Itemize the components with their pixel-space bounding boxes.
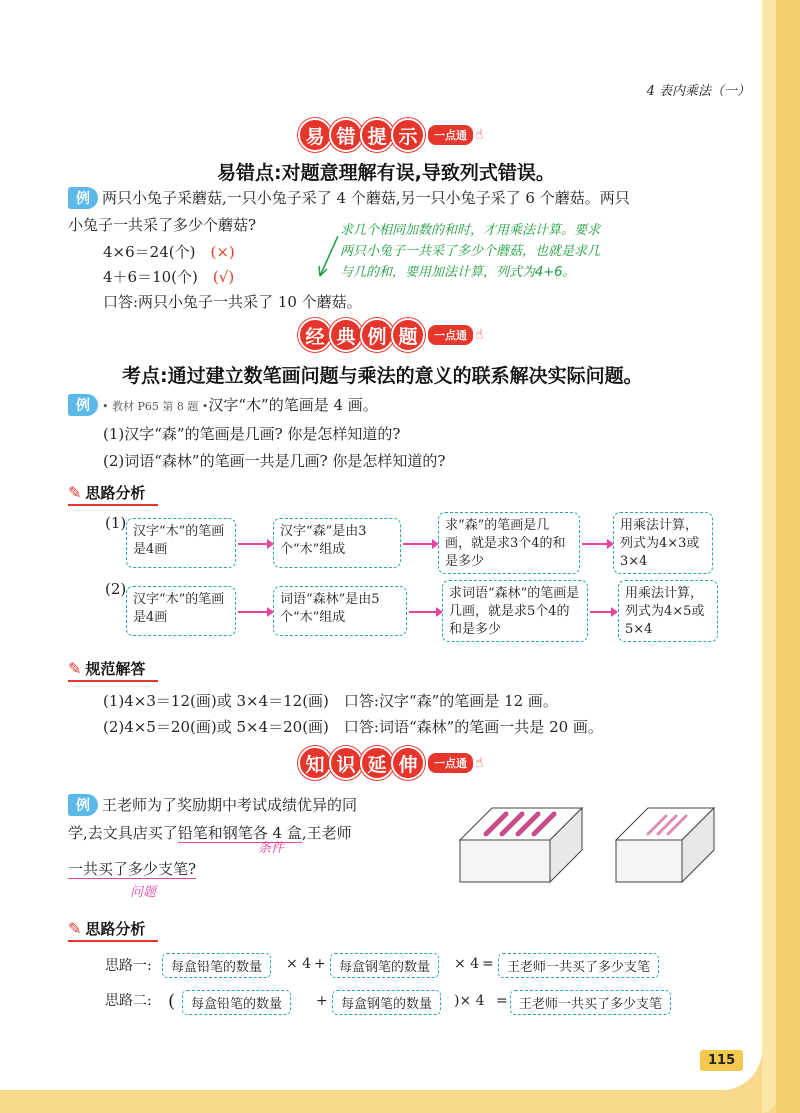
section-analysis-2: ✎ 思路分析 (68, 918, 145, 939)
idea1-pen-box: 每盒钢笔的数量 (330, 953, 439, 978)
pencil-icon: ✎ (68, 659, 82, 678)
banner-char: 经 (298, 318, 332, 352)
solution-2: (2)4×5＝20(画)或 5×4＝20(画) 口答:词语“森林”的笔画一共是 20 画。 (103, 718, 603, 736)
arrow-icon (238, 543, 268, 545)
banner-char: 伸 (391, 746, 425, 780)
flow1-label: (1) (105, 514, 127, 532)
banner-char: 例 (360, 318, 394, 352)
flow2-step2: 词语“森林”是由5个“木”组成 (273, 586, 407, 636)
wrong-formula: 4×6＝24(个) (×) (103, 243, 235, 261)
extension-line2: 学,去文具店买了铅笔和钢笔各 4 盒,王老师 (68, 824, 352, 842)
idea1-times: × 4 (286, 956, 312, 972)
flow2-step4: 用乘法计算，列式为4×5或5×4 (618, 580, 718, 642)
idea2-rparen-times: )× 4 (454, 993, 485, 1009)
banner-char: 提 (360, 118, 394, 152)
right-mark: (√) (212, 268, 235, 286)
flow1-step4: 用乘法计算，列式为4×3或3×4 (613, 512, 713, 574)
hand-icon: ☝ (475, 327, 484, 343)
question-label: 问题 (130, 885, 157, 900)
idea2-lparen: ( (168, 991, 176, 1012)
classic-question: 例 • 教材 P65 第 8 题 •汉字“木”的笔画是 4 画。 (68, 394, 378, 416)
right-formula: 4＋6＝10(个) (√) (103, 268, 235, 286)
idea2-equals: = (496, 993, 508, 1009)
idea2-pencil-box: 每盒铅笔的数量 (182, 990, 291, 1015)
idea2-plus: + (316, 993, 328, 1009)
pencil-icon: ✎ (68, 483, 82, 502)
arrow-icon (403, 543, 433, 545)
classic-q1: (1)汉字“森”的笔画是几画? 你是怎样知道的? (103, 425, 401, 443)
flow2-step1: 汉字“木”的笔画是4画 (126, 586, 236, 636)
flow1-step1: 汉字“木”的笔画是4画 (126, 518, 236, 568)
mistake-point: 易错点:对题意理解有误,导致列式错误。 (217, 162, 555, 184)
arrow-icon (409, 611, 437, 613)
classic-q2: (2)词语“森林”的笔画一共是几画? 你是怎样知道的? (103, 452, 446, 470)
idea1-label: 思路一: (105, 958, 152, 974)
hand-icon: ☝ (475, 127, 484, 143)
chapter-header: 4 表内乘法（一） (646, 84, 750, 99)
arrow-icon (590, 611, 612, 613)
idea1-result-box: 王老师一共买了多少支笔 (498, 953, 659, 978)
section-analysis-1: ✎ 思路分析 (68, 482, 145, 503)
banner-char: 典 (329, 318, 363, 352)
classic-point: 考点:通过建立数笔画问题与乘法的意义的联系解决实际问题。 (122, 365, 643, 387)
arrow-icon (238, 611, 268, 613)
wrong-mark: (×) (210, 243, 235, 261)
solution-1: (1)4×3＝12(画)或 3×4＝12(画) 口答:汉字“森”的笔画是 12 画。 (103, 692, 558, 710)
banner-tag: 一点通 (428, 125, 473, 145)
page-edge-dark (776, 0, 800, 1113)
banner-char: 题 (391, 318, 425, 352)
example-badge: 例 (68, 187, 98, 209)
idea2-label: 思路二: (105, 993, 152, 1009)
extension-line3 (68, 858, 196, 879)
hand-icon: ☝ (475, 755, 484, 771)
pencil-boxes-illustration (452, 800, 722, 890)
idea1-equals: = (482, 956, 494, 972)
banner-char: 知 (298, 746, 332, 780)
page-edge-light (762, 0, 776, 1113)
flow1-step2: 汉字“森”是由3个“木”组成 (273, 518, 401, 568)
textbook-source: • 教材 P65 第 8 题 • (102, 400, 209, 413)
flow2-step3: 求词语“森林”的笔画是几画，就是求5个4的和是多少 (442, 580, 588, 642)
banner-tag: 一点通 (428, 753, 473, 773)
idea1-times2: × 4 (454, 956, 480, 972)
mistake-question-line1: 例 两只小兔子采蘑菇,一只小兔子采了 4 个蘑菇,另一只小兔子采了 6 个蘑菇。两只 (68, 187, 630, 209)
question-highlight: 一共买了多少支笔? (68, 860, 197, 878)
pencil-icon: ✎ (68, 919, 82, 938)
example-badge: 例 (68, 794, 98, 816)
banner-char: 延 (360, 746, 394, 780)
banner-tag: 一点通 (428, 325, 473, 345)
idea2-result-box: 王老师一共买了多少支笔 (510, 990, 671, 1015)
banner-char: 示 (391, 118, 425, 152)
flow1-step3: 求“森”的笔画是几画，就是求3个4的和是多少 (438, 512, 580, 574)
flow2-label: (2) (105, 580, 127, 598)
banner-char: 错 (329, 118, 363, 152)
mistake-note: 求几个相同加数的和时，才用乘法计算。要求 两只小兔子一共采了多少个蘑菇，也就是求几 与几的和，要用加法计算，列式为4+6。 (340, 223, 601, 280)
extension-line1: 例 王老师为了奖励期中考试成绩优异的同 (68, 794, 357, 816)
mistake-question-line2: 小兔子一共采了多少个蘑菇? (68, 216, 257, 234)
banner-char: 识 (329, 746, 363, 780)
page-number: 115 (700, 1050, 743, 1071)
idea1-pencil-box: 每盒铅笔的数量 (162, 953, 271, 978)
condition-highlight: 铅笔和钢笔各 4 盒 (177, 824, 302, 842)
section-solution: ✎ 规范解答 (68, 658, 145, 679)
condition-label: 条件 (258, 841, 285, 856)
banner-char: 易 (298, 118, 332, 152)
mistake-answer: 口答:两只小兔子一共采了 10 个蘑菇。 (103, 293, 362, 311)
idea1-plus: + (314, 956, 326, 972)
example-badge: 例 (68, 394, 98, 416)
arrow-icon (582, 543, 608, 545)
banner-classic (298, 318, 484, 352)
banner-extension (298, 746, 484, 780)
banner-mistake (298, 118, 484, 152)
idea2-pen-box: 每盒钢笔的数量 (332, 990, 441, 1015)
